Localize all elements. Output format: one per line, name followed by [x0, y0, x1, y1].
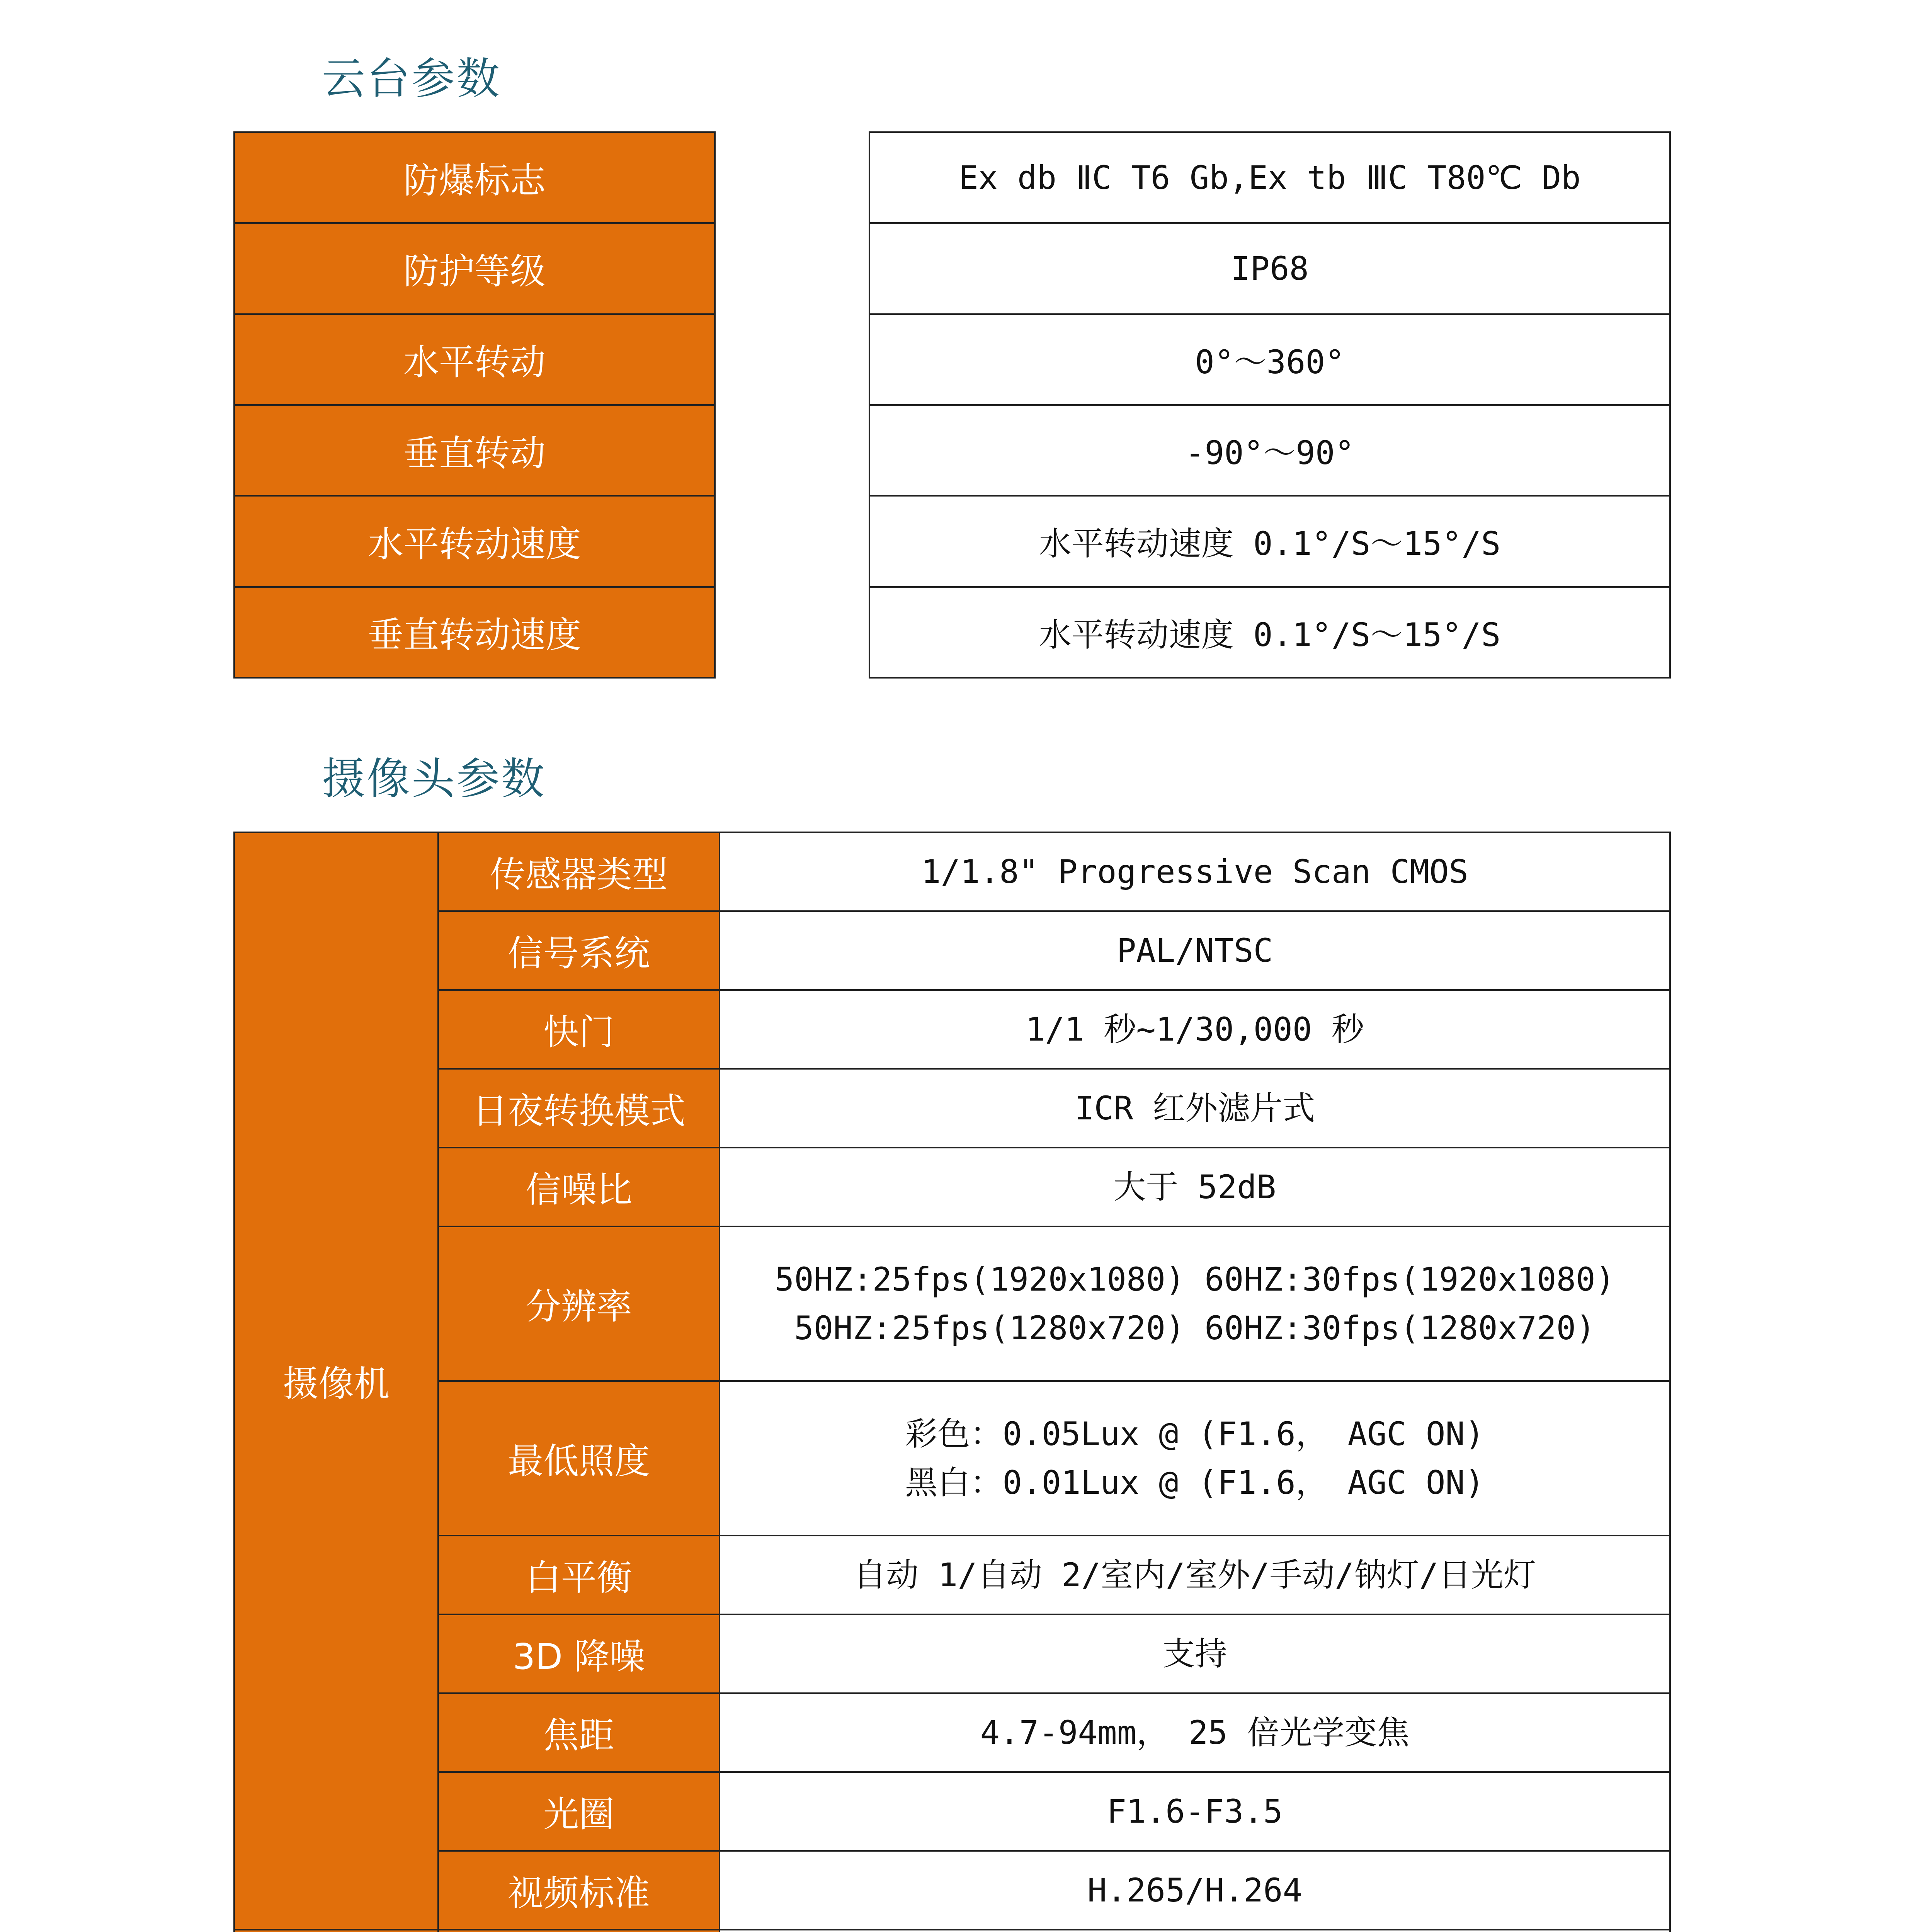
ptz-label: 防护等级	[235, 222, 714, 313]
spec-label: 最低照度	[439, 1382, 720, 1536]
spec-label: 焦距	[439, 1694, 720, 1773]
spec-label: 分辨率	[439, 1227, 720, 1382]
spec-label: 光圈	[439, 1773, 720, 1852]
ptz-value: IP68	[870, 222, 1669, 313]
spec-value: 1/1.8" Progressive Scan CMOS	[720, 833, 1669, 912]
spec-value-line: 50HZ:25fps(1920x1080) 60HZ:30fps(1920x1080)	[774, 1260, 1615, 1298]
spec-label: 日夜转换模式	[439, 1070, 720, 1148]
spec-label: 视频标准	[439, 1852, 720, 1930]
group-label-lens	[235, 1930, 439, 1932]
spec-value: 支持	[720, 1615, 1669, 1694]
camera-section-title: 摄像头参数	[322, 754, 546, 804]
spec-value: 大于 52dB	[720, 1148, 1669, 1227]
spec-label: 信号系统	[439, 912, 720, 991]
spec-label: 3D 降噪	[439, 1615, 720, 1694]
ptz-label-column	[233, 131, 716, 679]
ptz-label: 水平转动	[235, 313, 714, 404]
spec-value: F1.6-F3.5	[720, 1773, 1669, 1852]
ptz-label: 垂直转动	[235, 404, 714, 495]
ptz-value: 水平转动速度 0.1°/S～15°/S	[870, 495, 1669, 586]
ptz-value: Ex db ⅡC T6 Gb,Ex tb ⅢC T80℃ Db	[959, 158, 1581, 197]
ptz-value: 0°～360°	[870, 313, 1669, 404]
group-label-camera: 摄像机	[235, 833, 439, 1930]
spec-value-multiline	[720, 1227, 1669, 1382]
spec-value-line: 50HZ:25fps(1280x720) 60HZ:30fps(1280x720)	[794, 1309, 1596, 1347]
ptz-value: 水平转动速度 0.1°/S～15°/S	[870, 586, 1669, 677]
camera-spec-table	[233, 832, 1671, 1932]
spec-label: 快门	[439, 991, 720, 1070]
spec-value-line: 黑白：0.01Lux @ (F1.6， AGC ON)	[905, 1464, 1485, 1502]
spec-value: PAL/NTSC	[720, 912, 1669, 991]
ptz-label: 水平转动速度	[235, 495, 714, 586]
spec-label: 传感器类型	[439, 833, 720, 912]
ptz-label: 防爆标志	[403, 160, 546, 201]
spec-value: ICR 红外滤片式	[720, 1070, 1669, 1148]
spec-value-line: 彩色：0.05Lux @ (F1.6， AGC ON)	[905, 1415, 1485, 1453]
spec-value: 自动 1/自动 2/室内/室外/手动/钠灯/日光灯	[720, 1536, 1669, 1615]
spec-label: 信噪比	[439, 1148, 720, 1227]
spec-label: 白平衡	[439, 1536, 720, 1615]
ptz-label: 垂直转动速度	[235, 586, 714, 677]
spec-value	[720, 1930, 1669, 1932]
spec-value: H.265/H.264	[720, 1852, 1669, 1930]
ptz-value: -90°～90°	[870, 404, 1669, 495]
spec-value: 1/1 秒~1/30,000 秒	[720, 991, 1669, 1070]
spec-label	[439, 1930, 720, 1932]
ptz-section-title: 云台参数	[322, 54, 501, 104]
ptz-value-column	[869, 131, 1671, 679]
spec-value: 4.7-94mm， 25 倍光学变焦	[720, 1694, 1669, 1773]
spec-value-multiline	[720, 1382, 1669, 1536]
